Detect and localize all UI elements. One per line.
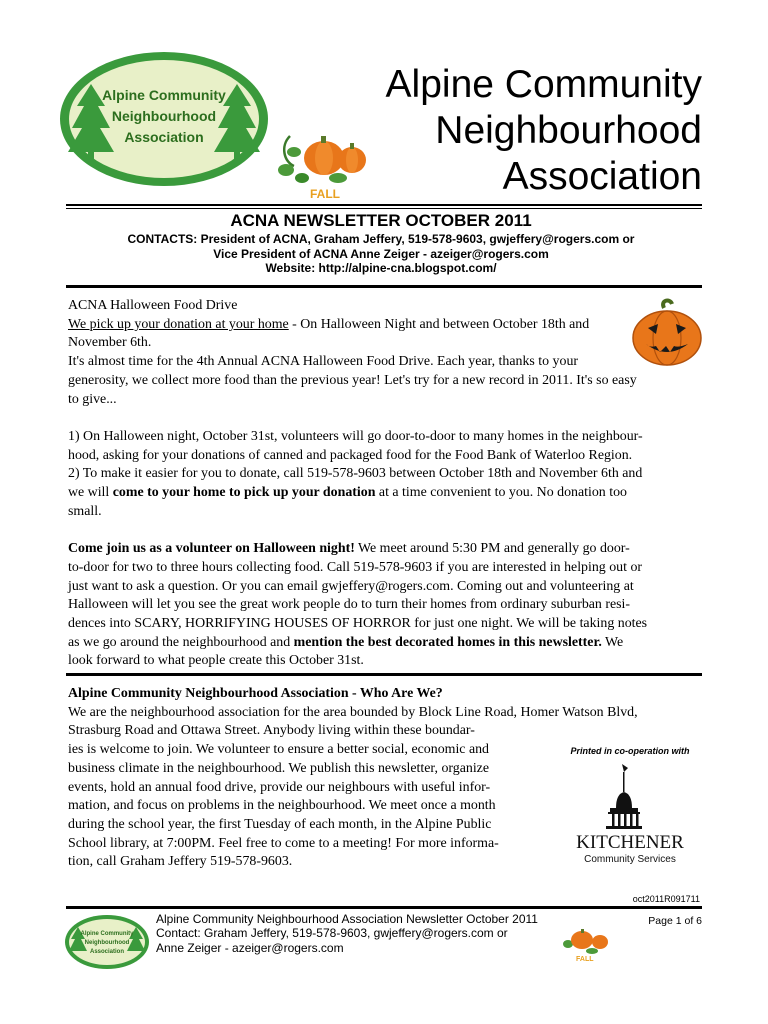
logo-line-1: Alpine Community — [102, 87, 226, 103]
header-divider-thin — [66, 208, 702, 209]
jack-o-lantern-icon — [630, 298, 704, 368]
logo-line-2: Neighbourhood — [111, 108, 217, 124]
city-hall-icon — [606, 764, 642, 829]
kitchener-sponsor-logo — [560, 744, 700, 868]
footer-divider — [66, 906, 702, 909]
who-are-we-section: Alpine Community Neighbourhood Association - Who Are We? We are the neighbourhood association for the area bounded by Block Line Road, Homer Watson Blvd, Strasburg Road and Ottawa Street. Anybody living within these boundar- ies is welcome to join. We volunteer to ensure a better social, economic and business climate in the neighbourhood. We publish this newsletter, organize events, hold an annual food drive, provide our neighbours with useful infor- mation, and focus on problems in the neighbourhood. We meet once a month during the school year, the first Tuesday of each month, in the Alpine Public School library, at 7:00PM. Feel free to come to a meeting! For more informa- tion, call Graham Jeffery 519-578-9603. — [68, 685, 708, 872]
page-title: Alpine Community Neighbourhood Association — [385, 63, 702, 198]
fall-label: FALL — [310, 187, 340, 201]
sponsor-sub: Community Services — [584, 854, 676, 865]
sponsor-name: KITCHENER — [576, 832, 684, 853]
document-code: oct2011R091711 — [632, 894, 700, 904]
page-number: Page 1 of 6 — [648, 915, 702, 927]
footer-logo-line-3: Association — [89, 949, 125, 955]
header-divider — [66, 204, 702, 206]
fall-pumpkins-art — [276, 122, 372, 204]
acna-logo — [57, 48, 271, 190]
footer-fall-label: FALL — [576, 956, 594, 963]
logo-line-3: Association — [124, 129, 204, 145]
food-drive-section: ACNA Halloween Food Drive We pick up your donation at your home - On Halloween Night and between October 18th and November 6th. It's almost time for the 4th Annual ACNA Halloween Food Drive. Each year, thanks to your generosity, we collect more food than the previous year! Let's try for a new record in 2011. It's so easy to give... 1) On Halloween night, October 31st, volunteers will go door-to-door to many homes in the neighbour- hood, asking for your donations of canned and packaged food for the Food Bank of Waterloo Region. 2) To make it easier for you to donate, call 519-578-9603 between October 18th and November 6th and we will come to your home to pick up your donation at a time convenient to you. No donation too small. Come join us as a volunteer on Halloween night! We meet around 5:30 PM and generally go door- to-door for two to three hours collecting food. Call 519-578-9603 if you are interested in helping out or just want to ask a question. Or you can email gwjeffery@rogers.com. Coming out and volunteering at Halloween will let you see the great work people do to turn their homes from ordinary suburban resi- dences into SCARY, HORRIFYING HOUSES OF HORROR for just one night. We will be taking notes as we go around the neighbourhood and mention the best decorated homes in this newsletter. We look forward to what people create this October 31st. — [68, 297, 708, 671]
footer-logo-line-1: Alpine Community — [80, 931, 134, 937]
footer-fall-pumpkins-art — [560, 918, 612, 964]
section-divider — [66, 285, 702, 288]
who-heading: Alpine Community Neighbourhood Association - Who Are We? — [68, 686, 443, 701]
food-drive-heading: ACNA Halloween Food Drive — [68, 298, 238, 313]
footer-acna-logo — [63, 913, 151, 971]
newsletter-title: ACNA NEWSLETTER OCTOBER 2011 — [230, 211, 532, 230]
footer-text: Alpine Community Neighbourhood Association Newsletter October 2011 Contact: Graham Jeffery, 519-578-9603, gwjeffery@rogers.com or Anne Zeiger - azeiger@rogers.com — [156, 912, 538, 955]
contacts-block: CONTACTS: President of ACNA, Graham Jeffery, 519-578-9603, gwjeffery@rogers.com or Vice President of ACNA Anne Zeiger - azeiger@rogers.com Website: http://alpine-cna.blogspot.com/ — [127, 232, 635, 275]
section-divider — [66, 673, 702, 676]
sponsor-printed-text: Printed in co-operation with — [570, 746, 690, 756]
footer-logo-line-2: Neighbourhood — [84, 940, 130, 946]
